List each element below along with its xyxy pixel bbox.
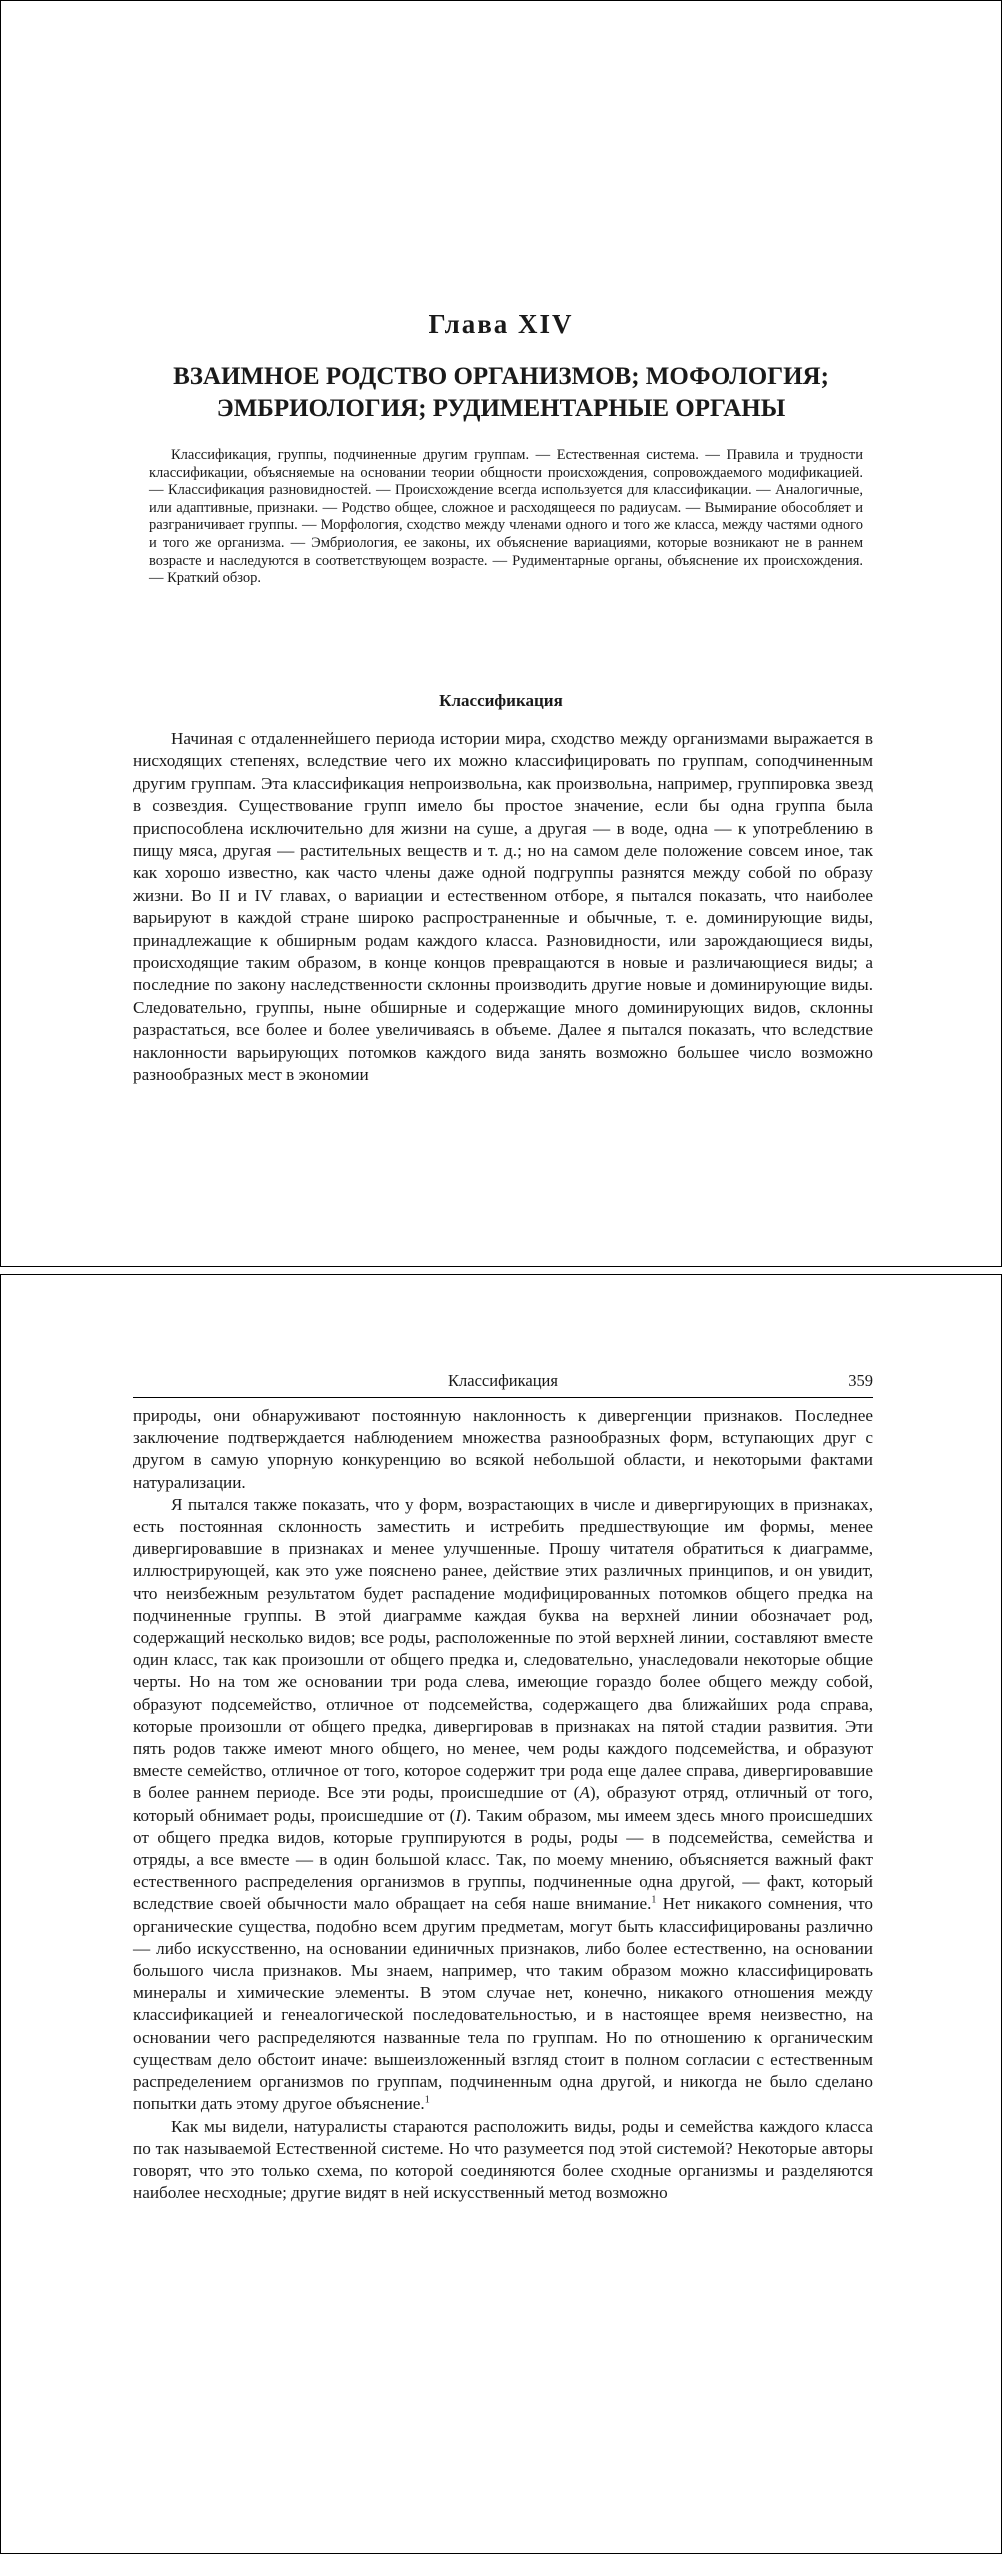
- body-paragraph: Начиная с отдаленнейшего периода истории мира, сходство между организмами выражается в нисходящих степенях, вследствие чего их можно классифицировать по группам, соподчиненным другим группам. Эта классификация непроизвольна, как произвольна, например, группировка звезд в созвездия. Существование групп имело бы простое значение, если бы одна группа была приспособлена исключительно для жизни на суше, а другая — в воде, одна — к употреблению в пищу мяса, другая — растительных веществ и т. д.; но на самом деле положение совсем иное, так как хорошо известно, как часто члены даже одной подгруппы разнятся между собой по образу жизни. Во II и IV главах, о вариации и естественном отборе, я пытался показать, что наиболее варьируют в каждой стране широко распространенные и обычные, т. е. доминирующие виды, принадлежащие к обширным родам каждого класса. Разновидности, или зарождающиеся виды, происходящие таким образом, в конце концов превращаются в новые и различающиеся виды; а последние по закону наследственности склонны производить другие новые и доминирующие виды. Следовательно, группы, ныне обширные и содержащие много доминирующих видов, склонны разрастаться, все более и более увеличиваясь в объеме. Далее я пытался показать, что вследствие наклонности варьирующих потомков каждого вида занять возможно большее число возможно разнообразных мест в экономии: [133, 729, 873, 1085]
- chapter-synopsis: Классификация, группы, подчиненные другим группам. — Естественная система. — Правила и трудности классификации, объясняемые на основании теории общности происхождения, сопровождаемого модификацией. — Классификация разновидностей. — Происхождение всегда используется для классификации. — Аналогичные, или адаптивные, признаки. — Родство общее, сложное и расходящееся по радиусам. — Вымирание обособляет и разграничивает группы. — Морфология, сходство между членами одного и того же класса, между частями одного и того же организма. — Эмбриология, ее законы, их объяснение вариациями, которые возникают не в раннем возрасте и наследуются в соответствующем возрасте. — Рудиментарные органы, объяснение их происхождения. — Краткий обзор.: [149, 447, 863, 587]
- running-head-title: Классификация: [448, 1371, 558, 1390]
- footnote-marker: 1: [424, 2094, 430, 2106]
- section-heading: Классификация: [439, 691, 563, 710]
- footnote-marker: 1: [651, 1894, 657, 1906]
- paragraph-text: ). Таким образом, мы имеем здесь много происшедших от общего предка видов, которые группируются в роды, роды — в подсемейства, семейства и отряды, а все вместе — в один большой класс. Так, по моему мнению, объясняется важный факт естественного распределения организмов в группы, подчиненные одна другой, — факт, который вследствие своей обычности мало обращает на себя наше внимание.: [133, 1805, 873, 1914]
- body-paragraph-continued: природы, они обнаруживают постоянную наклонность к дивергенции признаков. Последнее заключение подтверждается наблюдением множества разнообразных форм, вступающих друг с другом в самую упорную конкуренцию во всякой небольшой области, и некоторыми фактами натурализации.: [133, 1406, 873, 1492]
- paragraph-text: Нет никакого сомнения, что органические существа, подобно всем другим предметам, могут быть классифицированы различно — либо искусственно, на основании единичных признаков, либо более естественно, на основании большого числа признаков. Мы знаем, например, что таким образом можно классифицировать минералы и химические элементы. В этом случае нет, конечно, никакого отношения между классификацией и генеалогической последовательностью, и в настоящее время неизвестно, на основании чего распределяются названные тела по группам. Но по отношению к органическим существам дело обстоит иначе: вышеизложенный взгляд стоит в полном согласии с естественным распределением организмов по группам, подчиненным одна другой, и никогда не было сделано попытки дать этому другое объяснение.: [133, 1894, 874, 2114]
- paragraph-text: ), образуют отряд, отличный от того, который обнимает роды, происшедшие от (: [133, 1783, 873, 1825]
- paragraph-text: Я пытался также показать, что у форм, возрастающих в числе и дивергирующих в признаках, есть постоянная склонность заместить и истребить предшествующие им формы, менее дивергировавшие в признаках и менее улучшенные. Прошу читателя обратиться к диаграмме, иллюстрирующей, как это уже пояснено ранее, действие этих различных принципов, и он увидит, что неизбежным результатом будет распадение модифицированных потомков общего предка на подчиненные группы. В этой диаграмме каждая буква на верхней линии обозначает род, содержащий несколько видов; все роды, расположенные по этой верхней линии, составляют вместе один класс, так как произошли от общего предка и, следовательно, унаследовали некоторые общие черты. Но на том же основании три рода слева, имеющие гораздо более общего между собой, образуют подсемейство, отличное от подсемейства, содержащего два ближайших рода справа, которые произошли от общего предка, дивергировав в признаках на пятой стадии развития. Эти пять родов также имеют много общего, но менее, чем роды каждого подсемейства, и образуют вместе семейство, отличное от того, которое содержит три рода еще далее справа, дивергировавшие в более раннем периоде. Все эти роды, происшедшие от (: [133, 1494, 873, 1803]
- book-page-lower: [0, 1274, 1002, 2554]
- chapter-title: ВЗАИМНОЕ РОДСТВО ОРГАНИЗМОВ; МОФОЛОГИЯ; ЭМБРИОЛОГИЯ; РУДИМЕНТАРНЫЕ ОРГАНЫ: [173, 363, 829, 422]
- body-paragraph: Как мы видели, натуралисты стараются расположить виды, роды и семейства каждого класса по так называемой Естественной системе. Но что разумеется под этой системой? Некоторые авторы говорят, что это только схема, по которой соединяются более сходные организмы и разделяются наиболее несходные; другие видят в ней искусственный метод возможно: [133, 2116, 873, 2203]
- genus-letter: A: [579, 1783, 590, 1803]
- page-body: [133, 1405, 873, 2204]
- book-page-upper: [0, 0, 1002, 1267]
- page-number: 359: [848, 1371, 873, 1390]
- body-paragraph: [133, 1494, 873, 2116]
- chapter-label: Глава XIV: [428, 309, 574, 339]
- genus-letter: I: [455, 1805, 462, 1825]
- running-head: [133, 1371, 873, 1398]
